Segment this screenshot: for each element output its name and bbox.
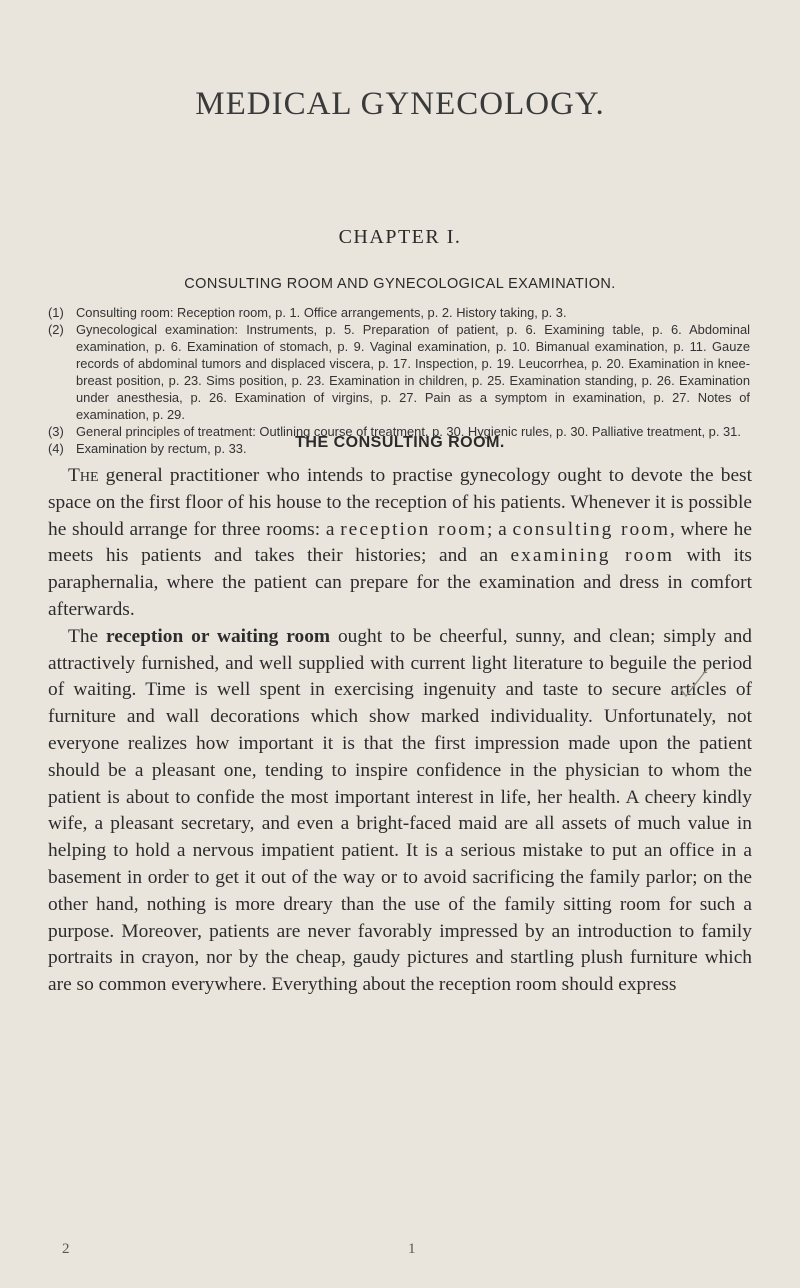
contents-item [48, 304, 750, 321]
bold-term-reception-room: reception or waiting room [106, 625, 331, 647]
paragraph-2 [48, 624, 752, 999]
paragraph-text: ; a [487, 518, 513, 540]
contents-item-text: Consulting room: Reception room, p. 1. Office arrangements, p. 2. History taking, p. 3. [76, 305, 567, 320]
paragraph-text: The [68, 625, 107, 647]
paragraph-text: , where he meets his patients and takes their histories; and an [48, 518, 752, 567]
chapter-subtitle: CONSULTING ROOM AND GYNECOLOGICAL EXAMINATION. [184, 276, 616, 292]
paragraph-text: afterwards [48, 598, 130, 620]
section-heading: THE CONSULTING ROOM. [295, 434, 505, 451]
spaced-term-reception-room: reception room [340, 518, 487, 540]
body-text [48, 463, 752, 999]
pencil-check-mark-icon [676, 664, 712, 700]
paragraph-text: . [129, 598, 135, 620]
contents-item-number: (1) [48, 305, 64, 320]
spaced-term-examining-room: examining room [510, 545, 674, 567]
contents-item-text: Examination by rectum, p. 33. [76, 441, 247, 456]
paragraph-text: general practitioner who intends to practise gynecology ought to devote the best space on the first floor of his house to the reception of his patients. Whenever it is possible he should arrange for three rooms: a [48, 465, 752, 540]
contents-item-number: (2) [48, 322, 64, 337]
contents-item-text: Gynecological examination: Instruments, p. 5. Preparation of patient, p. 6. Examining table, p. 6. Abdominal examination, p. 6. Examination of stomach, p. 9. Vaginal examination, p. 10. Bimanual examination, p. 11. Gauze records of abdominal tumors and displaced viscera, p. 17. Inspection, p. 19. Leucorrhea, p. 20. Examination in knee-breast position, p. 23. Sims position, p. 23. Examination in children, p. 25. Examination standing, p. 26. Examination under anesthesia, p. 26. Examination of virgins, p. 27. Pain as a symptom in examination, p. 27. Notes of examination, p. 29. [76, 322, 750, 422]
paragraph-1 [48, 463, 752, 624]
paragraph-lead-word: The [68, 465, 99, 486]
contents-item [48, 321, 750, 423]
contents-item-text: General principles of treatment: Outlining course of treatment, p. 30. Hygienic rules, p. 30. Palliative treatment, p. 31. [76, 424, 741, 439]
contents-item-number: (4) [48, 441, 64, 456]
paragraph-text: ought to be cheerful, sunny, and clean; simply and attractively furnished, and well supplied with current light literature to beguile the period of waiting. Time is well spent in exercising ingenuity and taste to secure articles of furniture and wall decorations which show marked individuality. Unfortunately, not everyone realizes how important it is that the first impression made upon the patient should be a pleasant one, tending to inspire confidence in the physician to whom the patient is about to confide the most important interest in life, her health. A cheery kindly wife, a pleasant secretary, and even a bright-faced maid are all assets of much value in helping to hold a nervous impatient patient. It is a serious mistake to put an office in a basement in order to get it out of the way or to avoid sacrificing the family parlor; on the other hand, nothing is more dreary than the use of the family sitting room for such a purpose. Moreover, patients are never favorably impressed by an introduction to family portraits in crayon, nor by the cheap, gaudy pictures and startling plush furniture which are so common everywhere. Everything about the reception room should express [48, 625, 753, 996]
page-number: 1 [408, 1241, 416, 1257]
book-title: MEDICAL GYNECOLOGY. [195, 86, 605, 122]
contents-item-number: (3) [48, 424, 64, 439]
signature-mark: 2 [62, 1241, 70, 1257]
chapter-heading: CHAPTER I. [338, 226, 462, 248]
spaced-term-consulting-room: consulting room [512, 518, 670, 540]
paragraph-text: with its paraphernalia, where the patient can prepare for the examination and dress in comfort [48, 545, 752, 594]
